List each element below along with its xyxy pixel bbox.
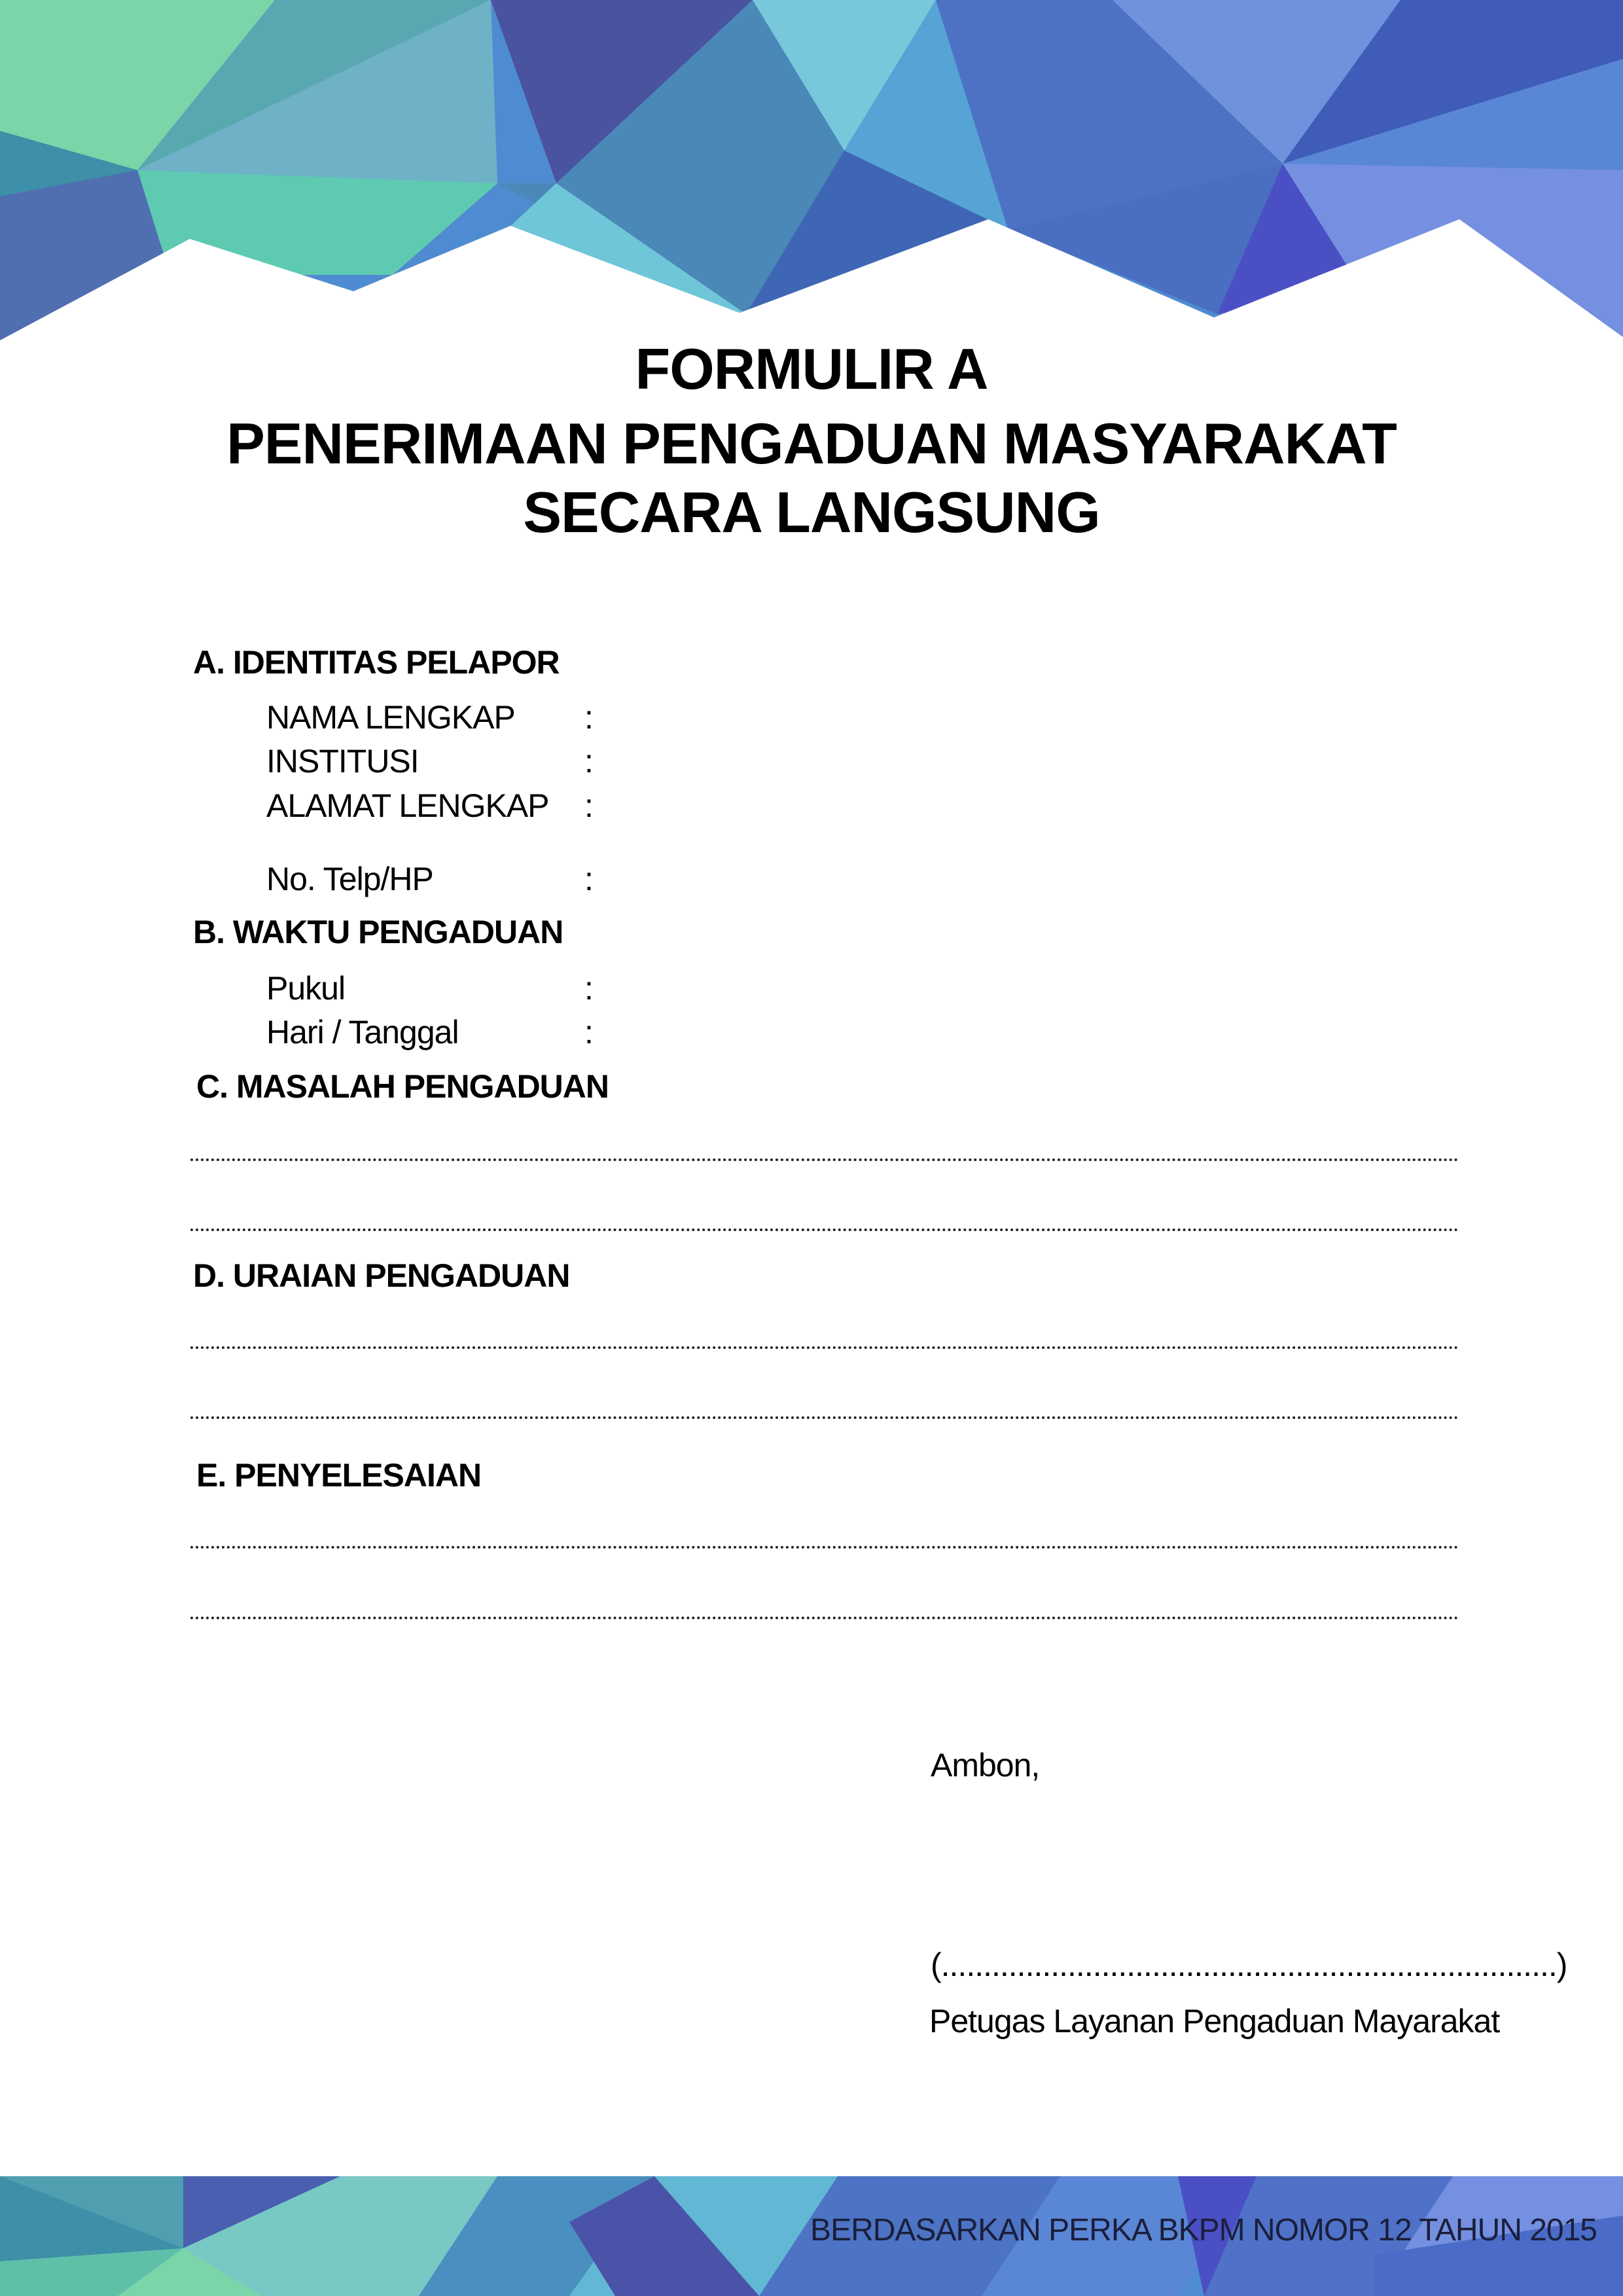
signature-role: Petugas Layanan Pengaduan Mayarakat — [929, 2003, 1500, 2039]
header-polygon-art — [0, 0, 1623, 353]
form-subtitle-line-2: SECARA LANGSUNG — [523, 480, 1100, 545]
section-e-heading: E. PENYELESAIAN — [196, 1457, 482, 1494]
dotted-answer-line[interactable] — [190, 1416, 1459, 1419]
form-subtitle-line-1: PENERIMAAN PENGADUAN MASYARAKAT — [226, 411, 1397, 476]
field-label-alamat-lengkap: ALAMAT LENGKAP — [266, 787, 549, 824]
dotted-answer-line[interactable] — [190, 1158, 1459, 1161]
section-d-heading: D. URAIAN PENGADUAN — [193, 1257, 570, 1294]
field-separator: : — [584, 787, 594, 824]
field-separator: : — [584, 970, 594, 1007]
field-separator: : — [584, 743, 594, 780]
footer-regulation-note: BERDASARKAN PERKA BKPM NOMOR 12 TAHUN 2015 — [810, 2213, 1597, 2248]
field-separator: : — [584, 861, 594, 897]
section-a-heading: A. IDENTITAS PELAPOR — [193, 644, 560, 681]
dotted-answer-line[interactable] — [190, 1617, 1459, 1619]
signature-place: Ambon, — [931, 1747, 1040, 1784]
dotted-answer-line[interactable] — [190, 1546, 1459, 1549]
field-label-nama-lengkap: NAMA LENGKAP — [266, 699, 515, 736]
field-label-institusi: INSTITUSI — [266, 743, 419, 780]
field-label-no-telp: No. Telp/HP — [266, 861, 433, 897]
field-separator: : — [584, 1014, 594, 1050]
field-label-hari-tanggal: Hari / Tanggal — [266, 1014, 459, 1050]
section-c-heading: C. MASALAH PENGADUAN — [196, 1068, 609, 1105]
field-label-pukul: Pukul — [266, 970, 346, 1007]
section-b-heading: B. WAKTU PENGADUAN — [193, 914, 563, 950]
form-title: FORMULIR A — [635, 336, 988, 401]
field-separator: : — [584, 699, 594, 736]
dotted-answer-line[interactable] — [190, 1229, 1459, 1231]
signature-name-blank[interactable]: (.........................................................................) — [931, 1946, 1567, 1983]
dotted-answer-line[interactable] — [190, 1346, 1459, 1349]
